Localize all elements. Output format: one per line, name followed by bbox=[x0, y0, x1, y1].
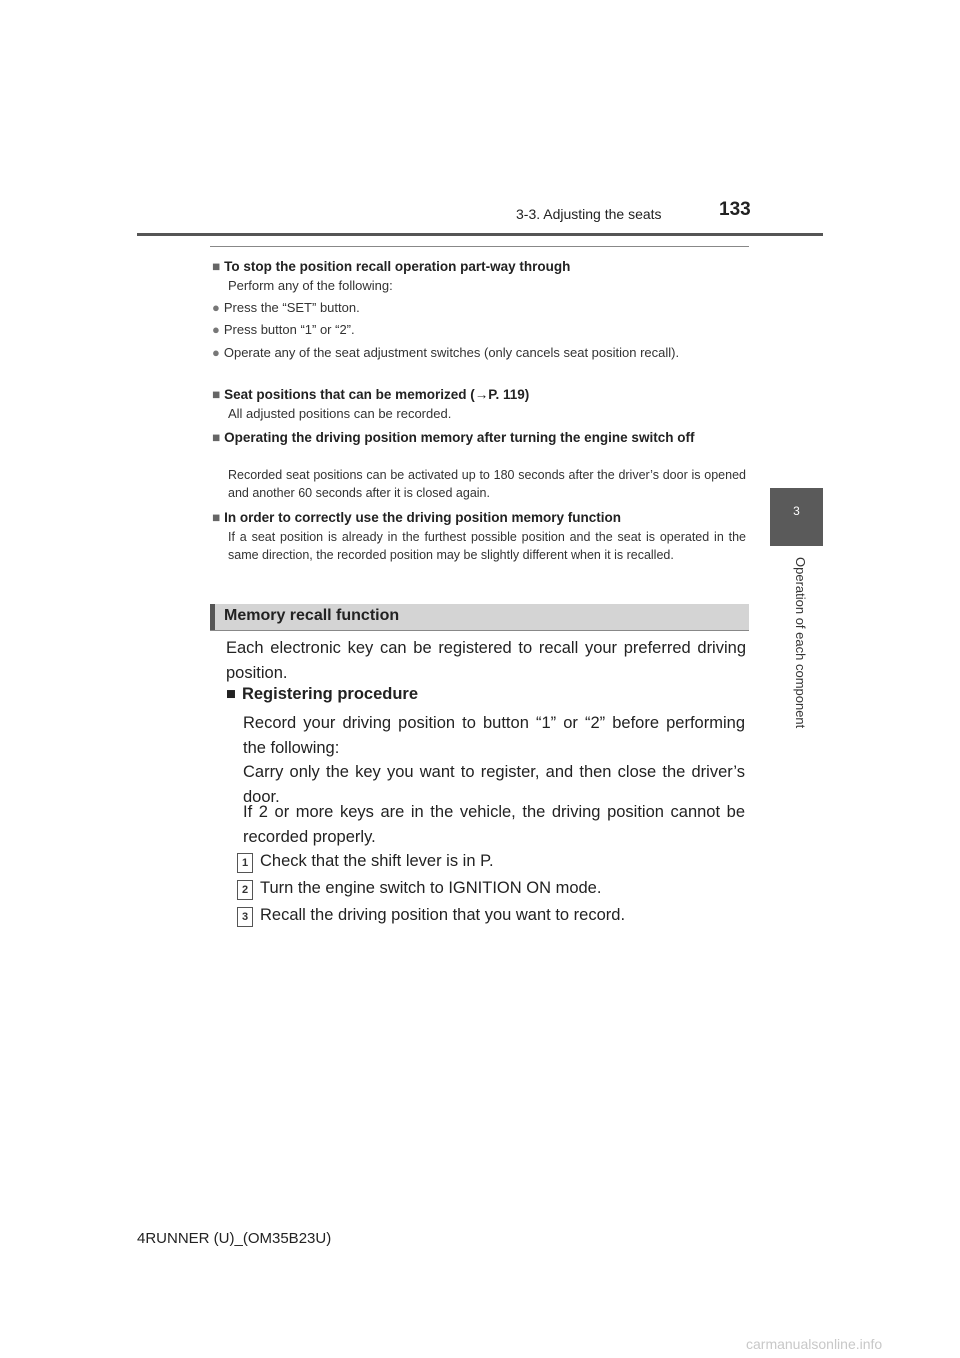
paragraph: Carry only the key you want to register, and then close the driver’s door. bbox=[243, 763, 745, 806]
step-text: Recall the driving position that you want to record. bbox=[260, 906, 626, 924]
note-text: If a seat position is already in the furthest possible position and the seat is operated in the same direction, the recorded position may be slightly different when it is recalled. bbox=[228, 530, 746, 562]
square-bullet-icon: ■ bbox=[212, 430, 221, 445]
round-bullet-icon: ● bbox=[212, 345, 220, 360]
round-bullet-icon: ● bbox=[212, 300, 220, 315]
notes-divider bbox=[210, 246, 749, 247]
list-item: ● Press button “1” or “2”. bbox=[212, 322, 355, 337]
section-divider bbox=[210, 630, 749, 631]
square-bullet-icon: ■ bbox=[212, 510, 221, 525]
step-number-badge: 1 bbox=[237, 853, 253, 873]
note-heading-engine-off: ■ Operating the driving position memory after turning the engine switch off bbox=[212, 430, 695, 445]
section-header bbox=[210, 604, 749, 630]
square-bullet-icon: ■ bbox=[212, 259, 221, 274]
note-heading-memorized-positions: ■ Seat positions that can be memorized (→P. 119) bbox=[212, 387, 530, 402]
step-text: Check that the shift lever is in P. bbox=[260, 852, 494, 870]
paragraph: If 2 or more keys are in the vehicle, the driving position cannot be recorded properly. bbox=[243, 803, 745, 846]
section-intro: Each electronic key can be registered to recall your preferred driving position. bbox=[226, 639, 746, 682]
paragraph: Record your driving position to button “1” or “2” before performing the following: bbox=[243, 714, 745, 757]
note-text: Recorded seat positions can be activated up to 180 seconds after the driver’s door is opened and another 60 seconds after it is closed again. bbox=[228, 468, 746, 500]
note-heading-correct-use: ■ In order to correctly use the driving position memory function bbox=[212, 510, 621, 525]
section-header-accent bbox=[210, 604, 215, 630]
step-text: Turn the engine switch to IGNITION ON mode. bbox=[260, 879, 602, 897]
section-header-title: Memory recall function bbox=[224, 607, 400, 624]
list-item: ● Operate any of the seat adjustment switches (only cancels seat position recall). bbox=[212, 343, 748, 363]
square-bullet-icon: ■ bbox=[226, 685, 236, 703]
step-number-badge: 2 bbox=[237, 880, 253, 900]
note-heading-stop-recall: ■ To stop the position recall operation part-way through bbox=[212, 259, 571, 274]
step-number-badge: 3 bbox=[237, 907, 253, 927]
chapter-tab bbox=[770, 488, 823, 546]
note-text: Perform any of the following: bbox=[228, 278, 393, 293]
watermark: carmanualsonline.info bbox=[746, 1336, 883, 1352]
chapter-number: 3 bbox=[793, 504, 800, 518]
header-divider bbox=[137, 233, 823, 236]
note-text: All adjusted positions can be recorded. bbox=[228, 406, 452, 421]
page-number: 133 bbox=[719, 199, 751, 220]
subheading-registering: ■ Registering procedure bbox=[226, 685, 419, 703]
square-bullet-icon: ■ bbox=[212, 387, 221, 402]
footer-model: 4RUNNER (U)_(OM35B23U) bbox=[137, 1230, 332, 1247]
chapter-label: Operation of each component bbox=[793, 557, 808, 729]
list-item: ● Press the “SET” button. bbox=[212, 300, 360, 315]
round-bullet-icon: ● bbox=[212, 322, 220, 337]
section-title: 3-3. Adjusting the seats bbox=[516, 206, 662, 222]
